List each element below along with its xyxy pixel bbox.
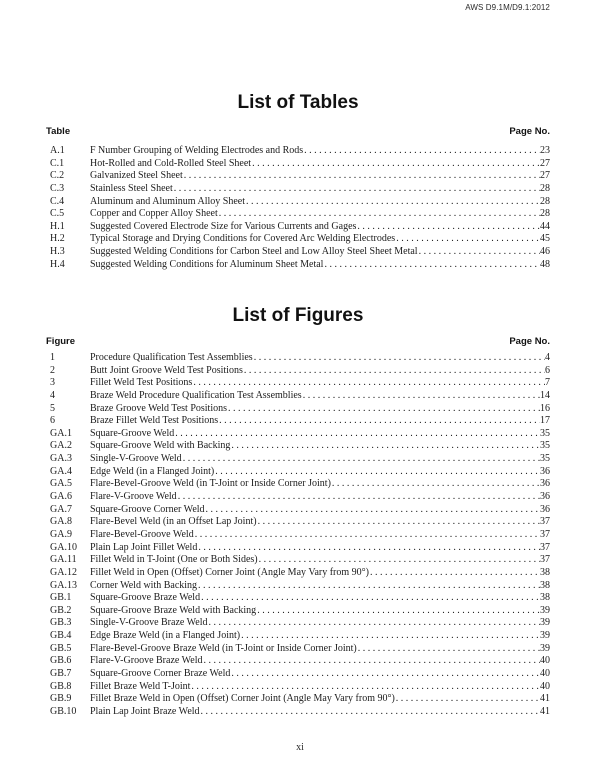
figure-entry-number: GA.3 bbox=[50, 453, 72, 465]
figure-entry-page: 36 bbox=[540, 503, 550, 515]
table-entry-number: A.1 bbox=[50, 145, 65, 156]
dot-leader bbox=[231, 440, 540, 453]
dot-leader bbox=[183, 453, 540, 466]
figure-entry-number: GB.6 bbox=[50, 655, 72, 667]
dot-leader bbox=[332, 478, 540, 491]
figure-entry-row bbox=[46, 390, 550, 403]
dot-leader bbox=[215, 466, 540, 479]
dot-leader bbox=[231, 668, 540, 681]
figure-entry-number: GB.4 bbox=[50, 630, 72, 642]
figure-entry-title: Flare-V-Groove Braze Weld bbox=[90, 655, 203, 667]
dot-leader bbox=[357, 221, 540, 234]
figure-entry-title: Flare-Bevel Weld (in an Offset Lap Joint) bbox=[90, 516, 257, 528]
figure-entry-row bbox=[46, 516, 550, 529]
table-entry-page: 46 bbox=[540, 246, 550, 258]
figure-entry-row bbox=[46, 529, 550, 542]
figure-entry-title: Braze Fillet Weld Test Positions bbox=[90, 415, 219, 427]
figure-entry-title: Edge Weld (in a Flanged Joint) bbox=[90, 465, 215, 477]
table-entry-page: 23 bbox=[540, 145, 550, 156]
figure-entry-title: Plain Lap Joint Fillet Weld bbox=[90, 541, 198, 553]
figure-entry-title: Square-Groove Weld bbox=[90, 427, 175, 439]
figure-entry-title: Braze Weld Procedure Qualification Test Assemblies bbox=[90, 389, 302, 401]
figure-entry-title: Square-Groove Braze Weld with Backing bbox=[90, 604, 257, 616]
figure-entry-row bbox=[46, 365, 550, 378]
table-entry-page: 28 bbox=[540, 208, 550, 220]
table-entry-row bbox=[46, 246, 550, 259]
figure-entry-row bbox=[46, 693, 550, 706]
table-entry-row bbox=[46, 158, 550, 171]
figure-entry-row bbox=[46, 352, 550, 365]
figure-entry-number: GA.4 bbox=[50, 465, 72, 477]
dot-leader bbox=[191, 681, 540, 694]
table-entry-number: H.1 bbox=[50, 220, 65, 232]
dot-leader bbox=[198, 542, 540, 555]
figure-entry-page: 7 bbox=[545, 377, 550, 389]
dot-leader bbox=[241, 630, 540, 643]
table-entry-title: Suggested Welding Conditions for Carbon Steel and Low Alloy Steel Sheet Metal bbox=[90, 246, 418, 258]
figure-entry-number: GA.9 bbox=[50, 528, 72, 540]
figure-entry-title: Square-Groove Corner Braze Weld bbox=[90, 668, 231, 680]
figure-entry-row bbox=[46, 630, 550, 643]
table-entry-page: 48 bbox=[540, 258, 550, 270]
figure-entry-number: GA.13 bbox=[50, 579, 77, 591]
table-entry-number: H.2 bbox=[50, 233, 65, 245]
figure-entry-row bbox=[46, 706, 550, 719]
dot-leader bbox=[175, 428, 540, 441]
figure-entry-title: Square-Groove Weld with Backing bbox=[90, 440, 231, 452]
figure-entry-row bbox=[46, 453, 550, 466]
table-entry-page: 28 bbox=[540, 182, 550, 194]
figure-entry-title: Square-Groove Corner Weld bbox=[90, 503, 205, 515]
dot-leader bbox=[259, 554, 540, 567]
dot-leader bbox=[219, 415, 540, 428]
table-entry-page: 27 bbox=[540, 170, 550, 182]
figure-entry-page: 35 bbox=[540, 440, 550, 452]
figure-entry-row bbox=[46, 504, 550, 517]
dot-leader bbox=[198, 580, 540, 593]
figure-entry-number: GA.11 bbox=[50, 554, 77, 566]
figure-entry-number: 2 bbox=[50, 364, 55, 376]
figure-entry-title: Square-Groove Braze Weld bbox=[90, 592, 201, 604]
dot-leader bbox=[206, 504, 540, 517]
figure-entry-title: Flare-Bevel-Groove Weld bbox=[90, 528, 194, 540]
figure-entry-page: 40 bbox=[540, 655, 550, 667]
table-entry-page: 45 bbox=[540, 233, 550, 245]
figure-entry-row bbox=[46, 491, 550, 504]
list-of-tables-title: List of Tables bbox=[237, 92, 359, 113]
dot-leader bbox=[244, 365, 545, 378]
figure-entry-row bbox=[46, 567, 550, 580]
figure-entry-title: Procedure Qualification Test Assemblies bbox=[90, 352, 253, 363]
dot-leader bbox=[195, 529, 540, 542]
figure-entry-number: 4 bbox=[50, 389, 55, 401]
figure-entry-row bbox=[46, 428, 550, 441]
figure-entry-title: Flare-V-Groove Weld bbox=[90, 491, 177, 503]
figure-entry-page: 38 bbox=[540, 579, 550, 591]
table-entry-row bbox=[46, 183, 550, 196]
table-entry-number: H.3 bbox=[50, 246, 65, 258]
list-of-figures-title: List of Figures bbox=[232, 305, 364, 326]
table-entry-page: 28 bbox=[540, 195, 550, 207]
figure-entry-number: GB.9 bbox=[50, 693, 72, 705]
dot-leader bbox=[228, 403, 540, 416]
figure-entry-number: GB.8 bbox=[50, 680, 72, 692]
figure-entry-page: 17 bbox=[540, 415, 550, 427]
dot-leader bbox=[324, 259, 540, 272]
table-entry-title: F Number Grouping of Welding Electrodes and Rods bbox=[90, 145, 304, 156]
figure-entry-page: 4 bbox=[545, 352, 550, 363]
table-entry-page: 27 bbox=[540, 157, 550, 169]
figure-entry-number: GB.2 bbox=[50, 604, 72, 616]
figure-entry-title: Fillet Weld Test Positions bbox=[90, 377, 193, 389]
dot-leader bbox=[201, 592, 540, 605]
figure-entry-row bbox=[46, 440, 550, 453]
figure-entry-page: 36 bbox=[540, 478, 550, 490]
figure-entry-row bbox=[46, 580, 550, 593]
dot-leader bbox=[304, 145, 540, 158]
figure-entry-row bbox=[46, 668, 550, 681]
table-entry-number: C.5 bbox=[50, 208, 65, 220]
figure-entry-number: GB.5 bbox=[50, 642, 72, 654]
figure-entry-row bbox=[46, 554, 550, 567]
table-entry-title: Copper and Copper Alloy Sheet bbox=[90, 208, 218, 220]
dot-leader bbox=[303, 390, 540, 403]
figure-entry-page: 40 bbox=[540, 668, 550, 680]
figure-entry-title: Single-V-Groove Weld bbox=[90, 453, 182, 465]
figure-entry-page: 40 bbox=[540, 680, 550, 692]
dot-leader bbox=[396, 233, 540, 246]
figure-entry-page: 14 bbox=[540, 389, 550, 401]
table-entry-title: Galvanized Steel Sheet bbox=[90, 170, 183, 182]
figure-entry-page: 37 bbox=[540, 541, 550, 553]
figure-entry-page: 39 bbox=[540, 604, 550, 616]
table-entry-row bbox=[46, 196, 550, 209]
dot-leader bbox=[254, 352, 545, 365]
dot-leader bbox=[252, 158, 540, 171]
figure-entry-page: 37 bbox=[540, 528, 550, 540]
figure-entry-row bbox=[46, 643, 550, 656]
figure-entry-page: 39 bbox=[540, 630, 550, 642]
figure-entry-page: 41 bbox=[540, 705, 550, 717]
tables-page-no-label: Page No. bbox=[509, 126, 550, 137]
figure-entry-number: GA.5 bbox=[50, 478, 72, 490]
figure-entry-number: GB.10 bbox=[50, 705, 77, 717]
figure-entry-number: GA.10 bbox=[50, 541, 77, 553]
figure-entry-page: 36 bbox=[540, 465, 550, 477]
table-entry-page: 44 bbox=[540, 220, 550, 232]
figure-entry-page: 41 bbox=[540, 693, 550, 705]
figure-entry-number: 1 bbox=[50, 352, 55, 363]
dot-leader bbox=[174, 183, 540, 196]
document-code-header: AWS D9.1M/D9.1:2012 bbox=[465, 3, 550, 12]
figure-entry-page: 35 bbox=[540, 427, 550, 439]
figure-entry-number: 6 bbox=[50, 415, 55, 427]
figure-entry-number: GA.2 bbox=[50, 440, 72, 452]
figure-entry-number: GB.7 bbox=[50, 668, 72, 680]
dot-leader bbox=[396, 693, 540, 706]
table-entry-row bbox=[46, 233, 550, 246]
figure-entry-row bbox=[46, 617, 550, 630]
dot-leader bbox=[193, 377, 545, 390]
figure-entry-page: 38 bbox=[540, 566, 550, 578]
figures-list bbox=[46, 352, 550, 719]
figure-entry-page: 36 bbox=[540, 491, 550, 503]
figure-entry-title: Butt Joint Groove Weld Test Positions bbox=[90, 364, 243, 376]
figure-entry-number: 3 bbox=[50, 377, 55, 389]
figure-entry-row bbox=[46, 655, 550, 668]
figure-entry-title: Flare-Bevel-Groove Weld (in T-Joint or Inside Corner Joint) bbox=[90, 478, 331, 490]
figure-entry-row bbox=[46, 681, 550, 694]
figure-entry-number: GB.1 bbox=[50, 592, 72, 604]
tables-list bbox=[46, 145, 550, 271]
dot-leader bbox=[257, 605, 540, 618]
dot-leader bbox=[258, 516, 540, 529]
table-entry-number: C.3 bbox=[50, 182, 65, 194]
dot-leader bbox=[209, 617, 541, 630]
figures-column-header bbox=[46, 336, 550, 347]
dot-leader bbox=[358, 643, 540, 656]
table-entry-title: Stainless Steel Sheet bbox=[90, 182, 173, 194]
table-entry-row bbox=[46, 170, 550, 183]
figure-entry-number: GA.12 bbox=[50, 566, 77, 578]
table-entry-number: C.4 bbox=[50, 195, 65, 207]
table-entry-title: Aluminum and Aluminum Alloy Sheet bbox=[90, 195, 245, 207]
figure-entry-row bbox=[46, 542, 550, 555]
figure-entry-row bbox=[46, 415, 550, 428]
table-entry-title: Hot-Rolled and Cold-Rolled Steel Sheet bbox=[90, 157, 252, 169]
figures-page-no-label: Page No. bbox=[509, 336, 550, 347]
table-entry-row bbox=[46, 208, 550, 221]
figure-entry-page: 38 bbox=[540, 592, 550, 604]
dot-leader bbox=[370, 567, 540, 580]
figure-entry-page: 39 bbox=[540, 617, 550, 629]
figure-entry-row bbox=[46, 403, 550, 416]
figure-entry-title: Fillet Braze Weld in Open (Offset) Corner Joint (Angle May Vary from 90°) bbox=[90, 693, 395, 705]
dot-leader bbox=[246, 196, 540, 209]
figure-entry-title: Edge Braze Weld (in a Flanged Joint) bbox=[90, 630, 241, 642]
table-entry-number: C.2 bbox=[50, 170, 65, 182]
figure-entry-page: 16 bbox=[540, 402, 550, 414]
table-entry-row bbox=[46, 221, 550, 234]
table-entry-row bbox=[46, 259, 550, 272]
table-entry-title: Suggested Welding Conditions for Aluminum Sheet Metal bbox=[90, 258, 324, 270]
figure-entry-page: 37 bbox=[540, 554, 550, 566]
figure-entry-title: Fillet Weld in T-Joint (One or Both Sides) bbox=[90, 554, 258, 566]
dot-leader bbox=[219, 208, 540, 221]
figure-entry-title: Fillet Braze Weld T-Joint bbox=[90, 680, 191, 692]
figure-entry-row bbox=[46, 478, 550, 491]
figure-entry-row bbox=[46, 605, 550, 618]
figure-entry-title: Fillet Weld in Open (Offset) Corner Joint (Angle May Vary from 90°) bbox=[90, 566, 369, 578]
figure-entry-title: Braze Groove Weld Test Positions bbox=[90, 402, 227, 414]
figure-entry-row bbox=[46, 466, 550, 479]
figure-entry-title: Flare-Bevel-Groove Braze Weld (in T-Joint or Inside Corner Joint) bbox=[90, 642, 357, 654]
tables-column-header bbox=[46, 126, 550, 137]
figure-entry-number: GA.6 bbox=[50, 491, 72, 503]
table-entry-number: H.4 bbox=[50, 258, 65, 270]
figure-entry-row bbox=[46, 592, 550, 605]
figure-entry-number: GA.7 bbox=[50, 503, 72, 515]
page-number-footer: xi bbox=[296, 742, 304, 753]
figure-entry-title: Plain Lap Joint Braze Weld bbox=[90, 705, 200, 717]
figure-entry-page: 37 bbox=[540, 516, 550, 528]
table-entry-title: Suggested Covered Electrode Size for Various Currents and Gages bbox=[90, 220, 357, 232]
table-entry-row bbox=[46, 145, 550, 158]
figure-entry-number: GA.8 bbox=[50, 516, 72, 528]
figures-column-label: Figure bbox=[46, 336, 76, 347]
dot-leader bbox=[178, 491, 540, 504]
figure-entry-number: GA.1 bbox=[50, 427, 72, 439]
figure-entry-page: 6 bbox=[545, 364, 550, 376]
table-entry-number: C.1 bbox=[50, 157, 65, 169]
tables-column-label: Table bbox=[46, 126, 71, 137]
dot-leader bbox=[201, 706, 540, 719]
figure-entry-title: Corner Weld with Backing bbox=[90, 579, 198, 591]
table-entry-title: Typical Storage and Drying Conditions for Covered Arc Welding Electrodes bbox=[90, 233, 396, 245]
figure-entry-number: 5 bbox=[50, 402, 55, 414]
dot-leader bbox=[184, 170, 540, 183]
dot-leader bbox=[419, 246, 540, 259]
figure-entry-number: GB.3 bbox=[50, 617, 72, 629]
figure-entry-page: 35 bbox=[540, 453, 550, 465]
figure-entry-page: 39 bbox=[540, 642, 550, 654]
figure-entry-row bbox=[46, 377, 550, 390]
figure-entry-title: Single-V-Groove Braze Weld bbox=[90, 617, 208, 629]
dot-leader bbox=[204, 655, 541, 668]
